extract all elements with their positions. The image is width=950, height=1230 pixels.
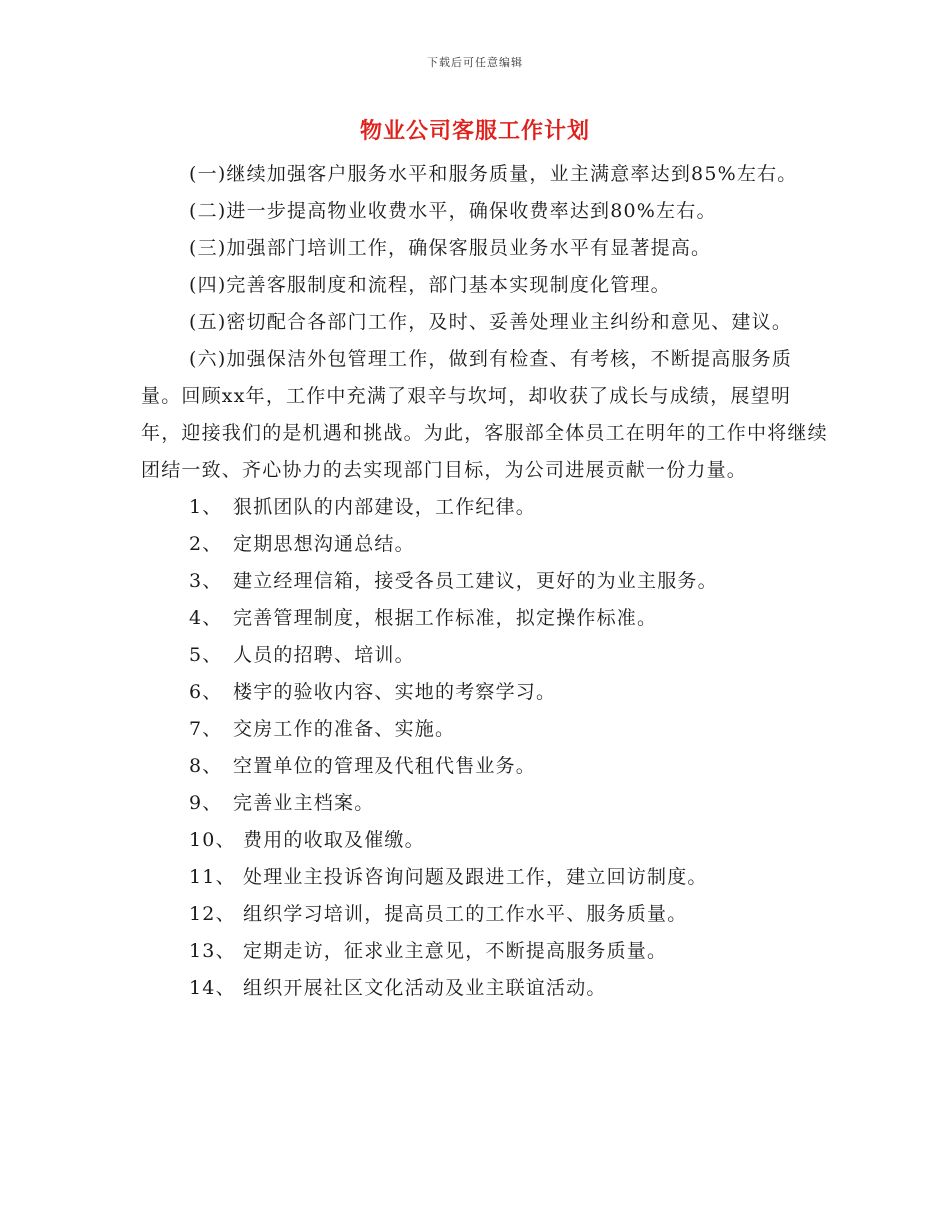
paragraph: (一)继续加强客户服务水平和服务质量，业主满意率达到85%左右。 (189, 163, 798, 185)
list-number: 4、 (189, 607, 223, 629)
list-item (141, 711, 831, 748)
list-number: 7、 (189, 718, 223, 740)
list-item (141, 896, 831, 933)
header-note: 下载后可任意编辑 (427, 56, 523, 69)
list-text: 处理业主投诉咨询问题及跟进工作，建立回访制度。 (243, 866, 708, 888)
list-number: 9、 (189, 792, 223, 814)
list-text: 楼宇的验收内容、实地的考察学习。 (233, 681, 557, 703)
list-number: 14、 (189, 977, 236, 999)
list-text: 建立经理信箱，接受各员工建议，更好的为业主服务。 (233, 570, 718, 592)
list-text: 组织开展社区文化活动及业主联谊活动。 (243, 977, 607, 999)
list-text: 完善业主档案。 (233, 792, 375, 814)
list-text: 狠抓团队的内部建设，工作纪律。 (233, 496, 537, 518)
document-title: 物业公司客服工作计划 (359, 118, 590, 144)
list-text: 定期走访，征求业主意见，不断提高服务质量。 (243, 940, 668, 962)
list-item (141, 526, 831, 563)
list-item (141, 674, 831, 711)
list-item (141, 822, 831, 859)
list-number: 6、 (189, 681, 223, 703)
list-number: 3、 (189, 570, 223, 592)
list-item (141, 933, 831, 970)
list-item (141, 859, 831, 896)
task-list (141, 489, 831, 1007)
document-body (141, 156, 831, 1007)
paragraph: (四)完善客服制度和流程，部门基本实现制度化管理。 (189, 274, 671, 296)
list-text: 组织学习培训，提高员工的工作水平、服务质量。 (243, 903, 688, 925)
list-item (141, 637, 831, 674)
list-text: 定期思想沟通总结。 (233, 533, 415, 555)
list-number: 5、 (189, 644, 223, 666)
list-number: 8、 (189, 755, 223, 777)
paragraph: (三)加强部门培训工作，确保客服员业务水平有显著提高。 (189, 237, 712, 259)
list-text: 人员的招聘、培训。 (233, 644, 415, 666)
list-number: 11、 (189, 866, 236, 888)
list-item (141, 563, 831, 600)
list-number: 1、 (189, 496, 223, 518)
list-text: 费用的收取及催缴。 (243, 829, 425, 851)
list-text: 空置单位的管理及代租代售业务。 (233, 755, 537, 777)
list-item (141, 600, 831, 637)
list-number: 10、 (189, 829, 236, 851)
list-item (141, 970, 831, 1007)
list-number: 2、 (189, 533, 223, 555)
list-number: 13、 (189, 940, 236, 962)
list-text: 交房工作的准备、实施。 (233, 718, 456, 740)
paragraph: (二)进一步提高物业收费水平，确保收费率达到80%左右。 (189, 200, 717, 222)
paragraph: (五)密切配合各部门工作，及时、妥善处理业主纠纷和意见、建议。 (189, 311, 793, 333)
list-item (141, 785, 831, 822)
list-number: 12、 (189, 903, 236, 925)
list-item (141, 489, 831, 526)
list-text: 完善管理制度，根据工作标准，拟定操作标准。 (233, 607, 658, 629)
list-item (141, 748, 831, 785)
paragraph: (六)加强保洁外包管理工作，做到有检查、有考核，不断提高服务质量。回顾xx年，工作中充满了艰辛与坎坷，却收获了成长与成绩，展望明年，迎接我们的是机遇和挑战。为此，客服部全体员工在明年的工作中将继续团结一致、齐心协力的去实现部门目标，为公司进展贡献一份力量。 (141, 348, 828, 481)
